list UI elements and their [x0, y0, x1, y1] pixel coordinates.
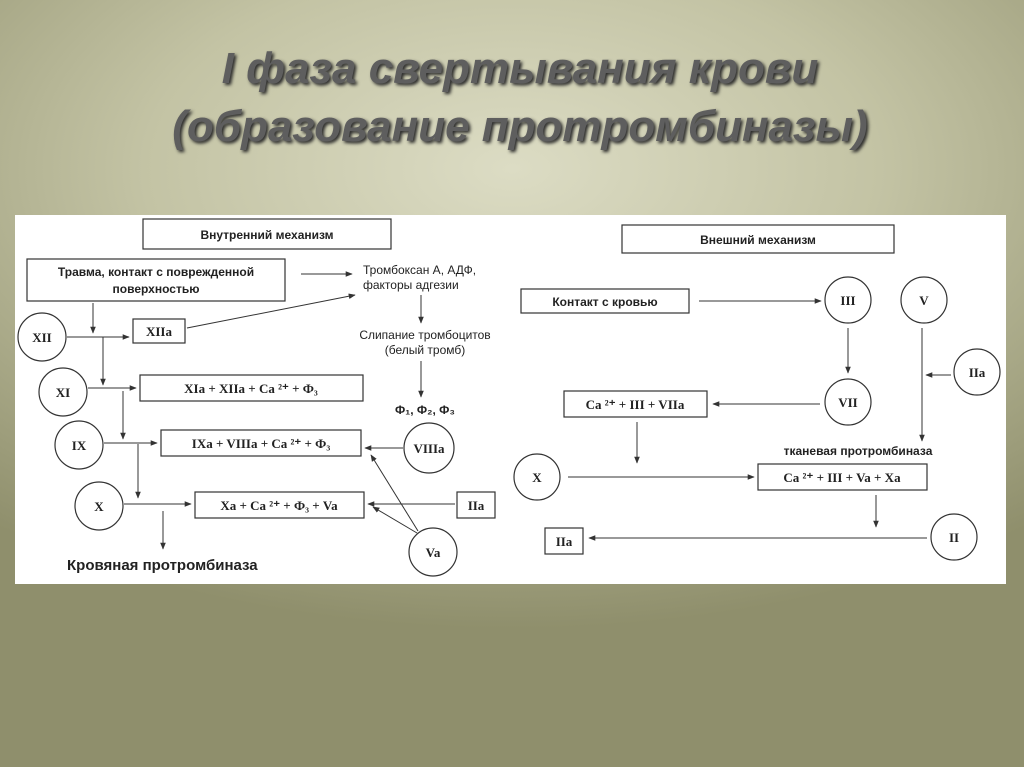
- factor-x-ext-node: [514, 454, 560, 500]
- title-line-2: (образование протромбиназы): [172, 102, 868, 151]
- complex-viia-box: [564, 391, 707, 417]
- svg-text:(белый тромб): (белый тромб): [384, 343, 466, 357]
- svg-text:XII: XII: [32, 330, 52, 345]
- factor-vii-node: [825, 379, 871, 425]
- svg-text:Ca ²⁺ + III + VIIa: Ca ²⁺ + III + VIIa: [585, 397, 685, 412]
- svg-text:XI: XI: [55, 385, 71, 400]
- factor-v-node: [901, 277, 947, 323]
- factor-x-node: [75, 482, 123, 530]
- svg-text:Контакт с кровью: Контакт с кровью: [552, 295, 658, 309]
- svg-text:XIIa: XIIa: [145, 324, 173, 339]
- coagulation-diagram: [15, 215, 1006, 584]
- svg-text:III: III: [840, 293, 856, 308]
- svg-text:VIIIa: VIIIa: [413, 441, 445, 456]
- svg-text:X: X: [532, 470, 542, 485]
- factor-va-node: [409, 528, 457, 576]
- contact-box: [521, 289, 689, 313]
- svg-text:IX: IX: [71, 438, 87, 453]
- blood-prothrombinase-label: Кровяная протромбиназа: [67, 557, 258, 574]
- tissue-prothrombinase-label: тканевая протромбиназа: [783, 444, 933, 458]
- thromboxane-text: [363, 263, 476, 292]
- svg-text:IIa: IIa: [968, 365, 986, 380]
- factor-xii-node: [18, 313, 66, 361]
- adhesion-text: [359, 328, 490, 357]
- extrinsic-header: [622, 225, 894, 253]
- factor-iii-node: [825, 277, 871, 323]
- svg-text:Слипание тромбоцитов: Слипание тромбоцитов: [359, 328, 491, 342]
- svg-text:Xa + Ca ²⁺ + Ф₃ + Va: Xa + Ca ²⁺ + Ф₃ + Va: [220, 498, 338, 513]
- svg-text:факторы адгезии: факторы адгезии: [363, 278, 459, 292]
- svg-text:XIa + XIIa + Ca ²⁺ + Ф₃: XIa + XIIa + Ca ²⁺ + Ф₃: [184, 381, 318, 396]
- svg-text:IIa: IIa: [467, 498, 485, 513]
- svg-text:IXa + VIIIa + Ca ²⁺ + Ф₃: IXa + VIIIa + Ca ²⁺ + Ф₃: [191, 436, 331, 451]
- svg-text:Тромбоксан А, АДФ,: Тромбоксан А, АДФ,: [363, 263, 477, 277]
- factor-iia-ext-node: [954, 349, 1000, 395]
- svg-text:IIa: IIa: [555, 534, 573, 549]
- svg-text:Внешний механизм: Внешний механизм: [700, 233, 816, 247]
- diagram-panel: [15, 215, 1006, 584]
- svg-text:V: V: [919, 293, 929, 308]
- platelet-factors-label: Ф₁, Ф₂, Ф₃: [395, 403, 455, 417]
- factor-ix-node: [55, 421, 103, 469]
- result-iia-box: [545, 528, 583, 554]
- title-line-1: I фаза свертывания крови: [221, 44, 819, 93]
- factor-xi-node: [39, 368, 87, 416]
- factor-iia-box: [457, 492, 495, 518]
- complex-xa-box: [195, 492, 364, 518]
- factor-xiia-box: [133, 319, 185, 343]
- svg-text:X: X: [94, 499, 104, 514]
- slide-title: [0, 40, 1024, 156]
- factor-viiia-node: [404, 423, 454, 473]
- svg-text:Травма, контакт с поврежденной: Травма, контакт с поврежденной: [57, 265, 255, 279]
- complex-ixa-box: [161, 430, 361, 456]
- svg-text:II: II: [948, 530, 960, 545]
- svg-text:Va: Va: [425, 545, 441, 560]
- complex-tissue-box: [758, 464, 927, 490]
- intrinsic-header: [143, 219, 391, 249]
- factor-ii-node: [931, 514, 977, 560]
- svg-text:Ca ²⁺ + III + Va + Xa: Ca ²⁺ + III + Va + Xa: [783, 470, 901, 485]
- svg-text:Внутренний механизм: Внутренний механизм: [200, 228, 334, 242]
- svg-text:VII: VII: [838, 395, 858, 410]
- extrinsic-edges: [568, 301, 951, 538]
- svg-text:поверхностью: поверхностью: [112, 282, 200, 296]
- complex-xia-box: [140, 375, 363, 401]
- trauma-box: [27, 259, 285, 301]
